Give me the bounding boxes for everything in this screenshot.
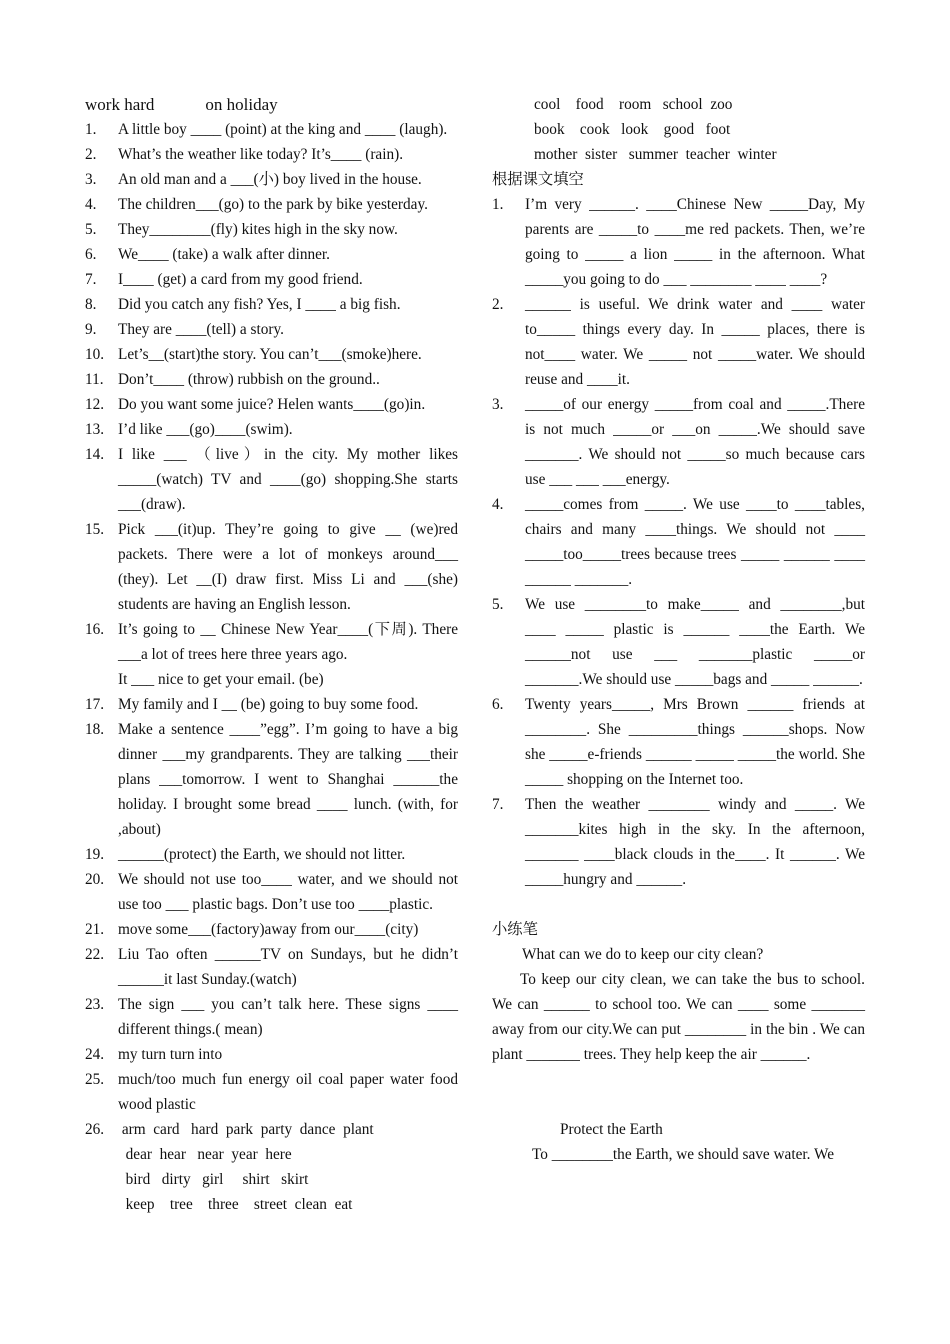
- item-number: 18.: [85, 721, 105, 738]
- item-number: 15.: [85, 521, 105, 538]
- right-column: [492, 92, 865, 1167]
- item-text: _____of our energy _____from coal and _____.There is not much _____or ___on _____.We should save _______. We should not _____so much because cars use ___ ___ ___energy.: [525, 396, 865, 488]
- item-text: We should not use too____ water, and we should not use too ___ plastic bags. Don’t use too ____plastic.: [118, 871, 458, 913]
- item-number: 14.: [85, 446, 105, 463]
- item-text: move some___(factory)away from our____(city): [118, 921, 419, 938]
- item-number: 8.: [85, 296, 97, 313]
- exercise-item: [85, 292, 458, 317]
- exercise-item: [85, 717, 458, 842]
- word-list-line: dear hear near year here: [118, 1146, 292, 1163]
- item-text: ______ is useful. We drink water and ____ water to_____ things every day. In _____ places, there is not____ water. We _____ not _____water. We should reuse and ____it.: [525, 296, 865, 388]
- item-number: 16.: [85, 621, 105, 638]
- left-exercise-list: [85, 117, 458, 1117]
- item-number: 7.: [492, 796, 504, 813]
- exercise-item: [85, 117, 458, 142]
- item-number: 24.: [85, 1046, 105, 1063]
- item-text: What’s the weather like today? It’s____ (rain).: [118, 146, 404, 163]
- exercise-item: [85, 442, 458, 517]
- item-text: Pick ___(it)up. They’re going to give __ (we)red packets. There were a lot of monkeys around___ (they). Let __(I) draw first. Miss Li and ___(she) students are having an English lesson.: [118, 521, 458, 613]
- item-number: 1.: [492, 196, 504, 213]
- exercise-item: [85, 392, 458, 417]
- item-text: We____ (take) a walk after dinner.: [118, 246, 330, 263]
- item-text: much/too much fun energy oil coal paper water food wood plastic: [118, 1071, 458, 1113]
- exercise-item: [85, 267, 458, 292]
- item-number: 4.: [492, 496, 504, 513]
- exercise-item: [85, 917, 458, 942]
- exercise-item: [85, 842, 458, 867]
- item-number: 6.: [492, 696, 504, 713]
- practice-title: 小练笔: [492, 921, 538, 938]
- word-list-line: book cook look good foot: [534, 121, 731, 138]
- item-text: _____comes from _____. We use ____to ____tables, chairs and many ____things. We should not ____ _____too_____trees because trees _____ ______ ____ ______ _______.: [525, 496, 865, 588]
- item-number: 5.: [492, 596, 504, 613]
- item-number: 12.: [85, 396, 105, 413]
- practice-paragraph: To keep our city clean, we can take the bus to school. We can ______ to school too. We can ____ some _______ away from our city.We can put ________ in the bin . We can plant _______ trees. They help keep the air ______.: [492, 971, 865, 1063]
- item-number: 17.: [85, 696, 105, 713]
- exercise-item: [85, 692, 458, 717]
- item-number: 23.: [85, 996, 105, 1013]
- item-text: Let’s__(start)the story. You can’t___(smoke)here.: [118, 346, 422, 363]
- item-number: 7.: [85, 271, 97, 288]
- exercise-item: [85, 217, 458, 242]
- item-number: 22.: [85, 946, 105, 963]
- item-text: Make a sentence ____”egg”. I’m going to have a big dinner ___my grandparents. They are talking ___their plans ___tomorrow. I went to Shanghai ______the holiday. I brought some bread ____ lunch. (with, for ,about): [118, 721, 458, 838]
- item-text: The children___(go) to the park by bike yesterday.: [118, 196, 428, 213]
- item-number: 2.: [492, 296, 504, 313]
- item-26: [85, 1117, 458, 1217]
- item-number: 4.: [85, 196, 97, 213]
- exercise-item: [85, 192, 458, 217]
- exercise-item: [85, 1042, 458, 1067]
- item-text: A little boy ____ (point) at the king and ____ (laugh).: [118, 121, 448, 138]
- exercise-item: [492, 592, 865, 692]
- spacer: [492, 892, 865, 917]
- item-number: 1.: [85, 121, 97, 138]
- right-exercise-list: [492, 192, 865, 892]
- section-title: 根据课文填空: [492, 171, 584, 188]
- item-text: An old man and a ___(小) boy lived in the house.: [118, 171, 422, 188]
- item-text: I’d like ___(go)____(swim).: [118, 421, 293, 438]
- item-text: Don’t____ (throw) rubbish on the ground..: [118, 371, 380, 388]
- item-text: ______(protect) the Earth, we should not litter.: [118, 846, 406, 863]
- item-number: 6.: [85, 246, 97, 263]
- exercise-item: [85, 342, 458, 367]
- item-text: Liu Tao often ______TV on Sundays, but he didn’t ______it last Sunday.(watch): [118, 946, 458, 988]
- exercise-item: [85, 617, 458, 692]
- item-extra-line: It ___ nice to get your email. (be): [118, 671, 324, 688]
- item-text: The sign ___ you can’t talk here. These signs ____ different things.( mean): [118, 996, 458, 1038]
- exercise-item: [85, 517, 458, 617]
- item-text: We use ________to make_____ and ________,but ____ _____ plastic is ______ ____the Earth. We ______not use ___ _______plastic _____or _______.We should use _____bags and _____ ______.: [525, 596, 865, 688]
- exercise-item: [85, 317, 458, 342]
- practice-question: What can we do to keep our city clean?: [522, 946, 764, 963]
- left-heading: work hard on holiday: [85, 95, 278, 114]
- item-text: They are ____(tell) a story.: [118, 321, 284, 338]
- exercise-item: [85, 242, 458, 267]
- item-text: I like ___ （live）in the city. My mother likes _____(watch) TV and ____(go) shopping.She starts ___(draw).: [118, 446, 458, 513]
- item-text: I____ (get) a card from my good friend.: [118, 271, 363, 288]
- item-text: my turn turn into: [118, 1046, 223, 1063]
- item-number: 2.: [85, 146, 97, 163]
- word-list-line: mother sister summer teacher winter: [534, 146, 777, 163]
- item-text: I’m very ______. ____Chinese New _____Day, My parents are _____to ____me red packets. Then, we’re going to _____ a lion _____ in the afternoon. What _____you going to do ___ ________ ____ ____?: [525, 196, 865, 288]
- word-list-line: bird dirty girl shirt skirt: [118, 1171, 309, 1188]
- exercise-item: [492, 392, 865, 492]
- exercise-item: [492, 492, 865, 592]
- item-number: 19.: [85, 846, 105, 863]
- exercise-item: [492, 792, 865, 892]
- exercise-item: [492, 192, 865, 292]
- exercise-item: [492, 692, 865, 792]
- exercise-item: [85, 167, 458, 192]
- exercise-item: [85, 867, 458, 917]
- item-number: 25.: [85, 1071, 105, 1088]
- item-text: Twenty years_____, Mrs Brown ______ friends at ________. She _________things ______shops. Now she _____e-friends ______ _____ _____the world. She _____ shopping on the Internet too.: [525, 696, 865, 788]
- left-column: [85, 92, 458, 1217]
- item-number: 11.: [85, 371, 104, 388]
- item-text: Then the weather ________ windy and _____. We _______kites high in the sky. In the afternoon, _______ ____black clouds in the____. It ______. We _____hungry and ______.: [525, 796, 865, 888]
- spacer: [492, 1067, 865, 1092]
- spacer: [492, 1092, 865, 1117]
- item-text: They________(fly) kites high in the sky now.: [118, 221, 398, 238]
- item-number: 10.: [85, 346, 105, 363]
- word-list-line: cool food room school zoo: [534, 96, 733, 113]
- exercise-item: [85, 367, 458, 392]
- item-text: It’s going to __ Chinese New Year____(下周). There ___a lot of trees here three years ago.: [118, 621, 458, 663]
- exercise-item: [85, 1067, 458, 1117]
- item-number: 5.: [85, 221, 97, 238]
- exercise-item: [492, 292, 865, 392]
- word-list-line: arm card hard park party dance plant: [118, 1121, 374, 1138]
- item-text: My family and I __ (be) going to buy some food.: [118, 696, 419, 713]
- protect-text: To ________the Earth, we should save water. We: [532, 1146, 835, 1163]
- protect-title: Protect the Earth: [560, 1121, 663, 1138]
- exercise-item: [85, 142, 458, 167]
- item-number: 13.: [85, 421, 105, 438]
- item-number: 26.: [85, 1121, 105, 1138]
- exercise-item: [85, 942, 458, 992]
- item-text: Did you catch any fish? Yes, I ____ a big fish.: [118, 296, 401, 313]
- item-number: 9.: [85, 321, 97, 338]
- exercise-item: [85, 417, 458, 442]
- item-number: 20.: [85, 871, 105, 888]
- word-list-line: keep tree three street clean eat: [118, 1196, 353, 1213]
- item-number: 21.: [85, 921, 105, 938]
- exercise-item: [85, 992, 458, 1042]
- item-number: 3.: [85, 171, 97, 188]
- item-number: 3.: [492, 396, 504, 413]
- item-text: Do you want some juice? Helen wants____(go)in.: [118, 396, 426, 413]
